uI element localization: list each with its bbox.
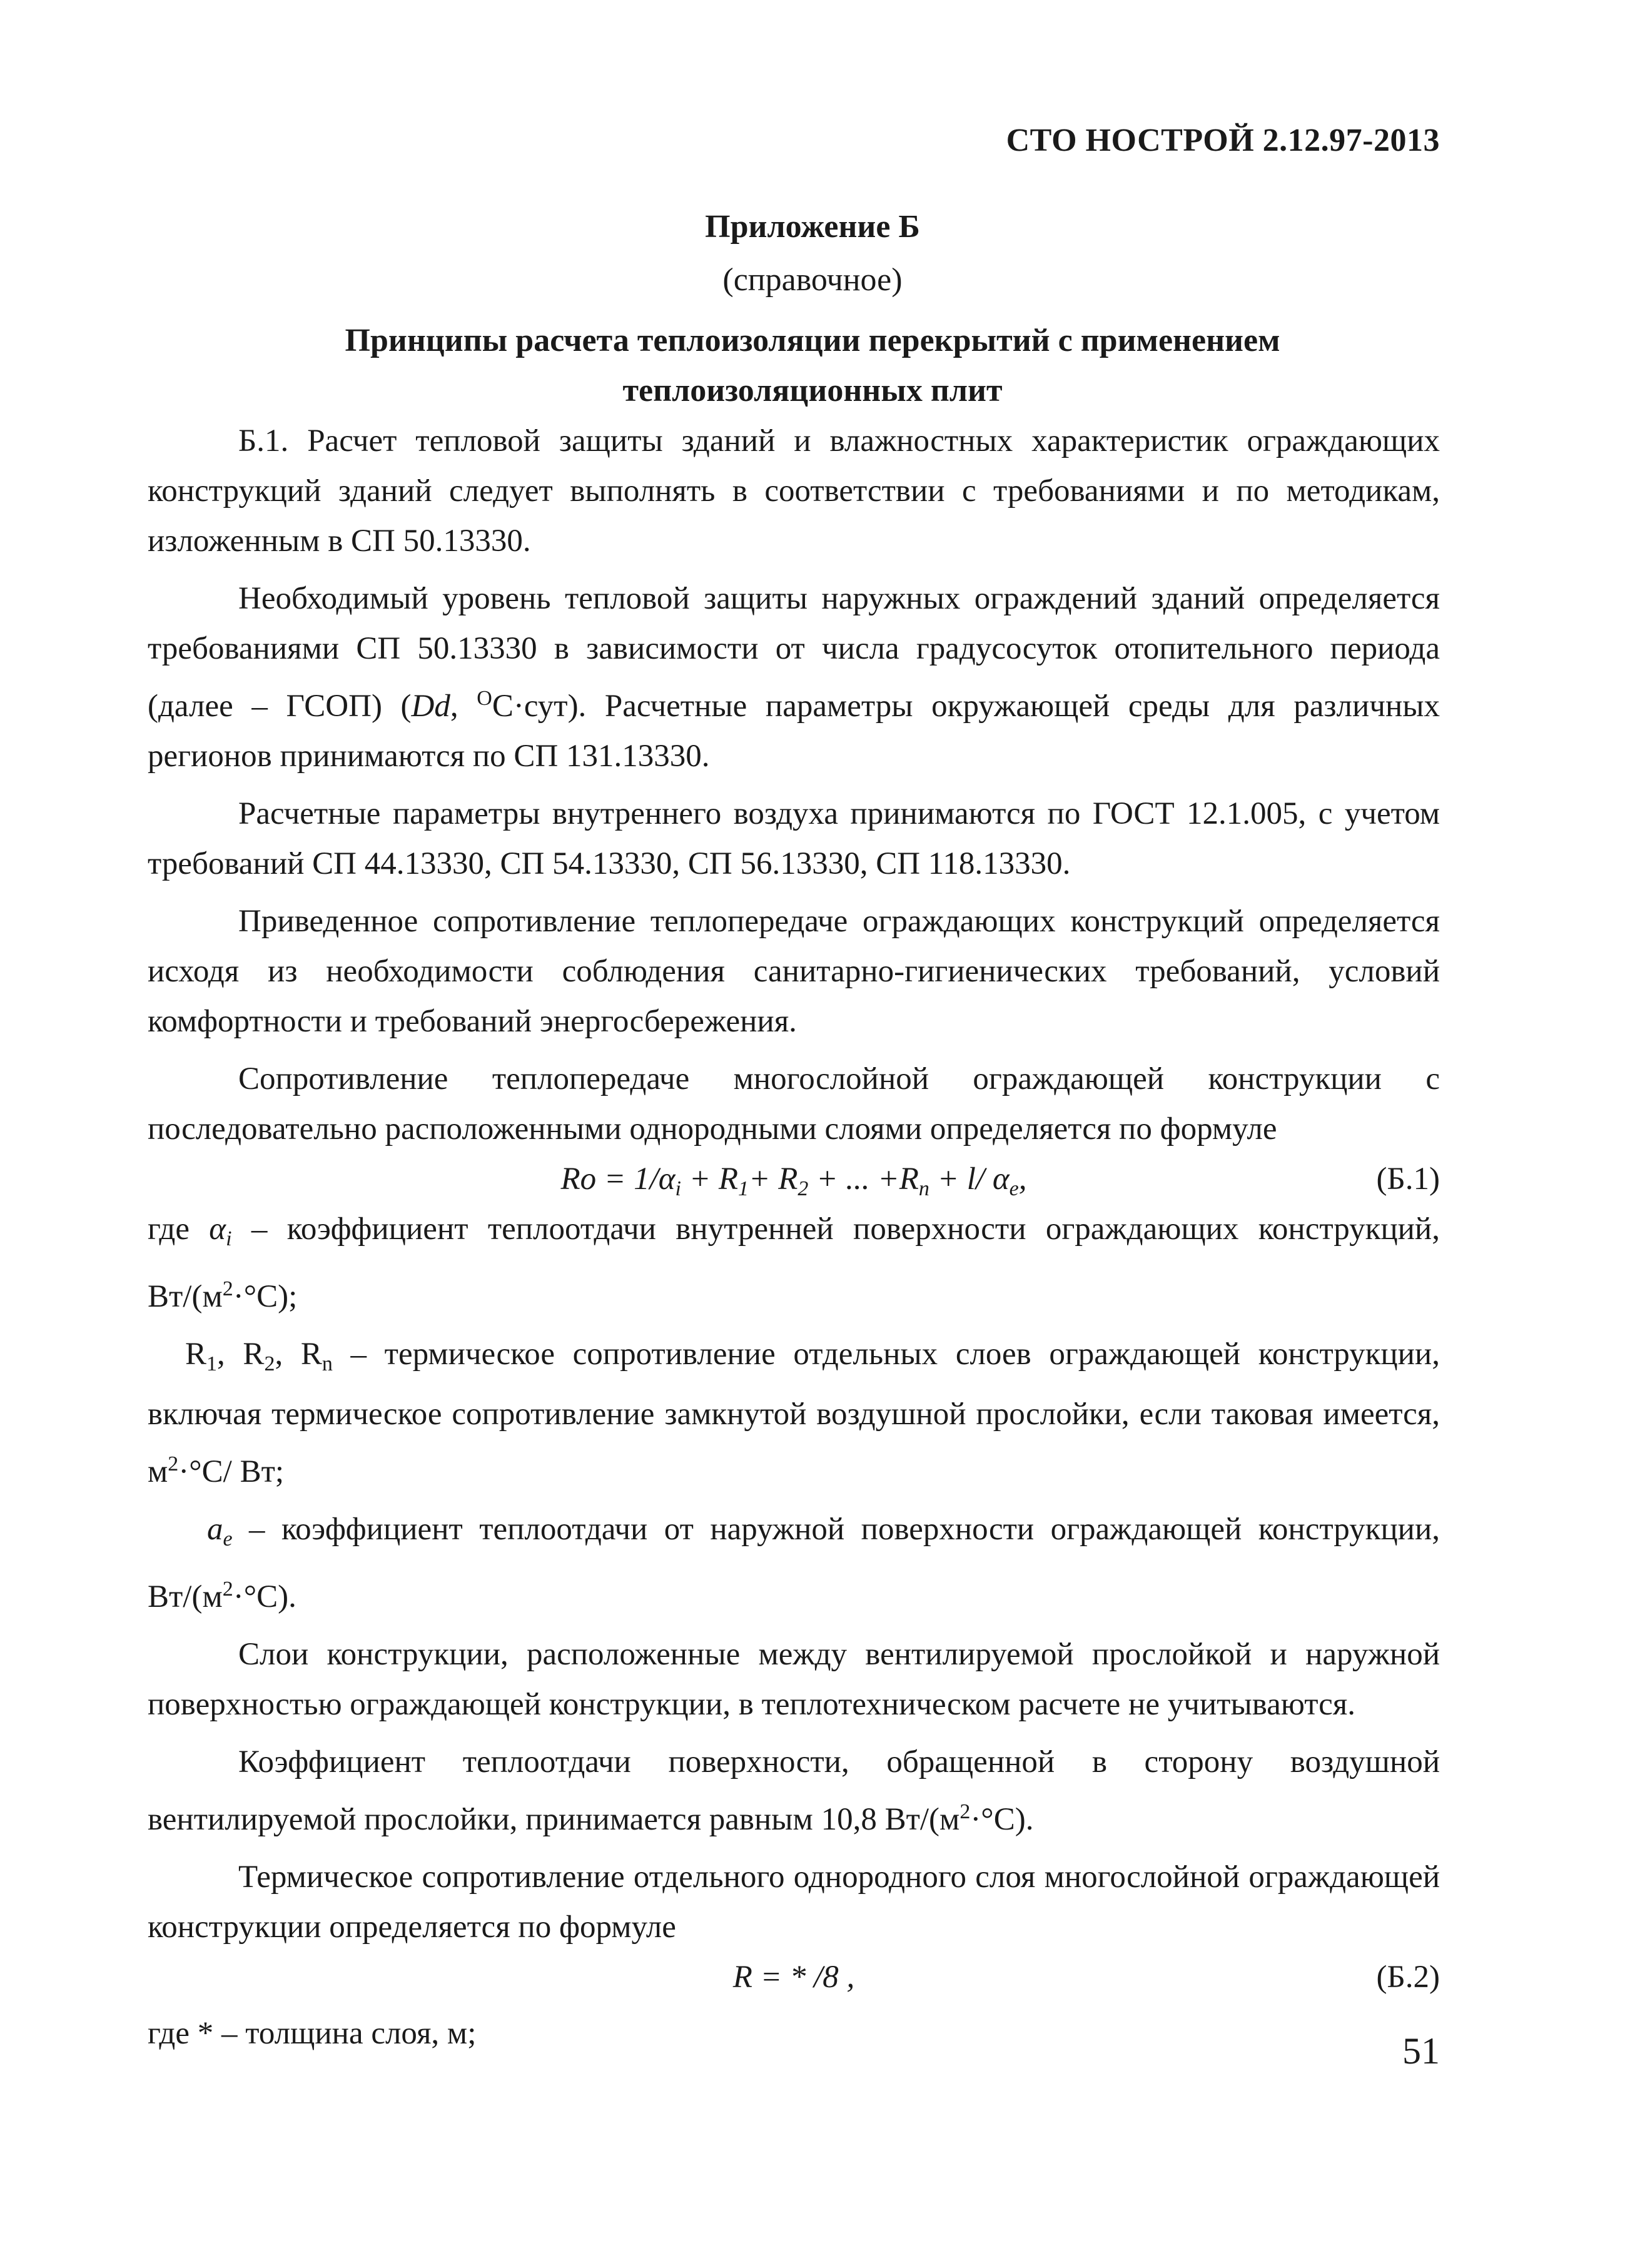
formula-b2-line xyxy=(148,1952,1440,2002)
formula-b2-number: (Б.2) xyxy=(1376,1960,1440,1995)
paragraph-heat-transfer-coef: Коэффициент теплоотдачи поверхности, обращенной в сторону воздушной вентилируемой прослойки, принимается равным 10,8 $Вт/(м^2\cdot^\circ С)$. xyxy=(148,1744,1440,1837)
where-r-layers: R1, R2, Rn – термическое сопротивление отдельных слоев ограждающей конструкции, включая термическое сопротивление замкнутой воздушной прослойки, если таковая имеется, $м^2\cdot^\circ С/$ Вт; xyxy=(148,1337,1440,1489)
paragraph-b1: Б.1. Расчет тепловой защиты зданий и влажностных характеристик ограждающих конструкций зданий следует выполнять в соответствии с требованиями и по методикам, изложенным в СП 50.13330. xyxy=(148,423,1440,559)
paragraph-ventilated-layers: Слои конструкции, расположенные между вентилируемой прослойкой и наружной поверхностью ограждающей конструкции, в теплотехническом расчете не учитываются. xyxy=(148,1637,1440,1722)
body-text xyxy=(148,416,1440,2058)
formula-b2: R = * /8 , xyxy=(732,1960,855,1995)
paragraph-reduced-resistance: Приведенное сопротивление теплопередаче ограждающих конструкций определяется исходя из необходимости соблюдения санитарно-гигиенических требований, условий комфортности и требований энергосбережения. xyxy=(148,904,1440,1039)
paragraph-indoor-params: Расчетные параметры внутреннего воздуха принимаются по ГОСТ 12.1.005, с учетом требований СП 44.13330, СП 54.13330, СП 56.13330, СП 118.13330. xyxy=(148,796,1440,881)
paragraph-single-layer: Термическое сопротивление отдельного однородного слоя многослойной ограждающей конструкции определяется по формуле xyxy=(148,1860,1440,1945)
appendix-type: (справочное) xyxy=(722,262,903,298)
section-heading xyxy=(0,316,1625,416)
paragraph-multilayer-resistance: Сопротивление теплопередаче многослойной ограждающей конструкции с последовательно расположенными однородными слоями определяется по формуле xyxy=(148,1061,1440,1147)
formula-b1: $Ro = 1/\alpha_i + R_1+ R_2$ + ... $+R_n + l/$ $\alpha_e$, xyxy=(560,1162,1027,1200)
where-thickness: где * – толщина слоя, м; xyxy=(148,2016,477,2051)
document-code-header: СТО НОСТРОЙ 2.12.97-2013 xyxy=(1006,123,1440,158)
where-alpha-e: $a_e$ – коэффициент теплоотдачи от наружной поверхности ограждающей конструкции, $Вт/(м^2\cdot^\circ С)$. xyxy=(148,1512,1440,1614)
formula-b1-number: (Б.1) xyxy=(1376,1162,1440,1197)
page-number: 51 xyxy=(1402,2030,1440,2072)
where-alpha-i: где $\alpha_i$ – коэффициент теплоотдачи внутренней поверхности ограждающих конструкций, $Вт/(м^2\cdot^\circ С)$; xyxy=(148,1212,1440,1314)
section-heading-line-2: теплоизоляционных плит xyxy=(622,373,1003,408)
formula-b1-line xyxy=(148,1154,1440,1204)
paragraph-protection-level: Необходимый уровень тепловой защиты наружных ограждений зданий определяется требованиями СП 50.13330 в зависимости от числа градусосуток отопительного периода (далее – ГСОП) (Dd, $^O$С·сут). Расчетные параметры окружающей среды для различных регионов принимаются по СП 131.13330. xyxy=(148,581,1440,774)
appendix-title: Приложение Б xyxy=(705,209,920,245)
section-heading-line-1: Принципы расчета теплоизоляции перекрытий с применением xyxy=(345,323,1280,358)
